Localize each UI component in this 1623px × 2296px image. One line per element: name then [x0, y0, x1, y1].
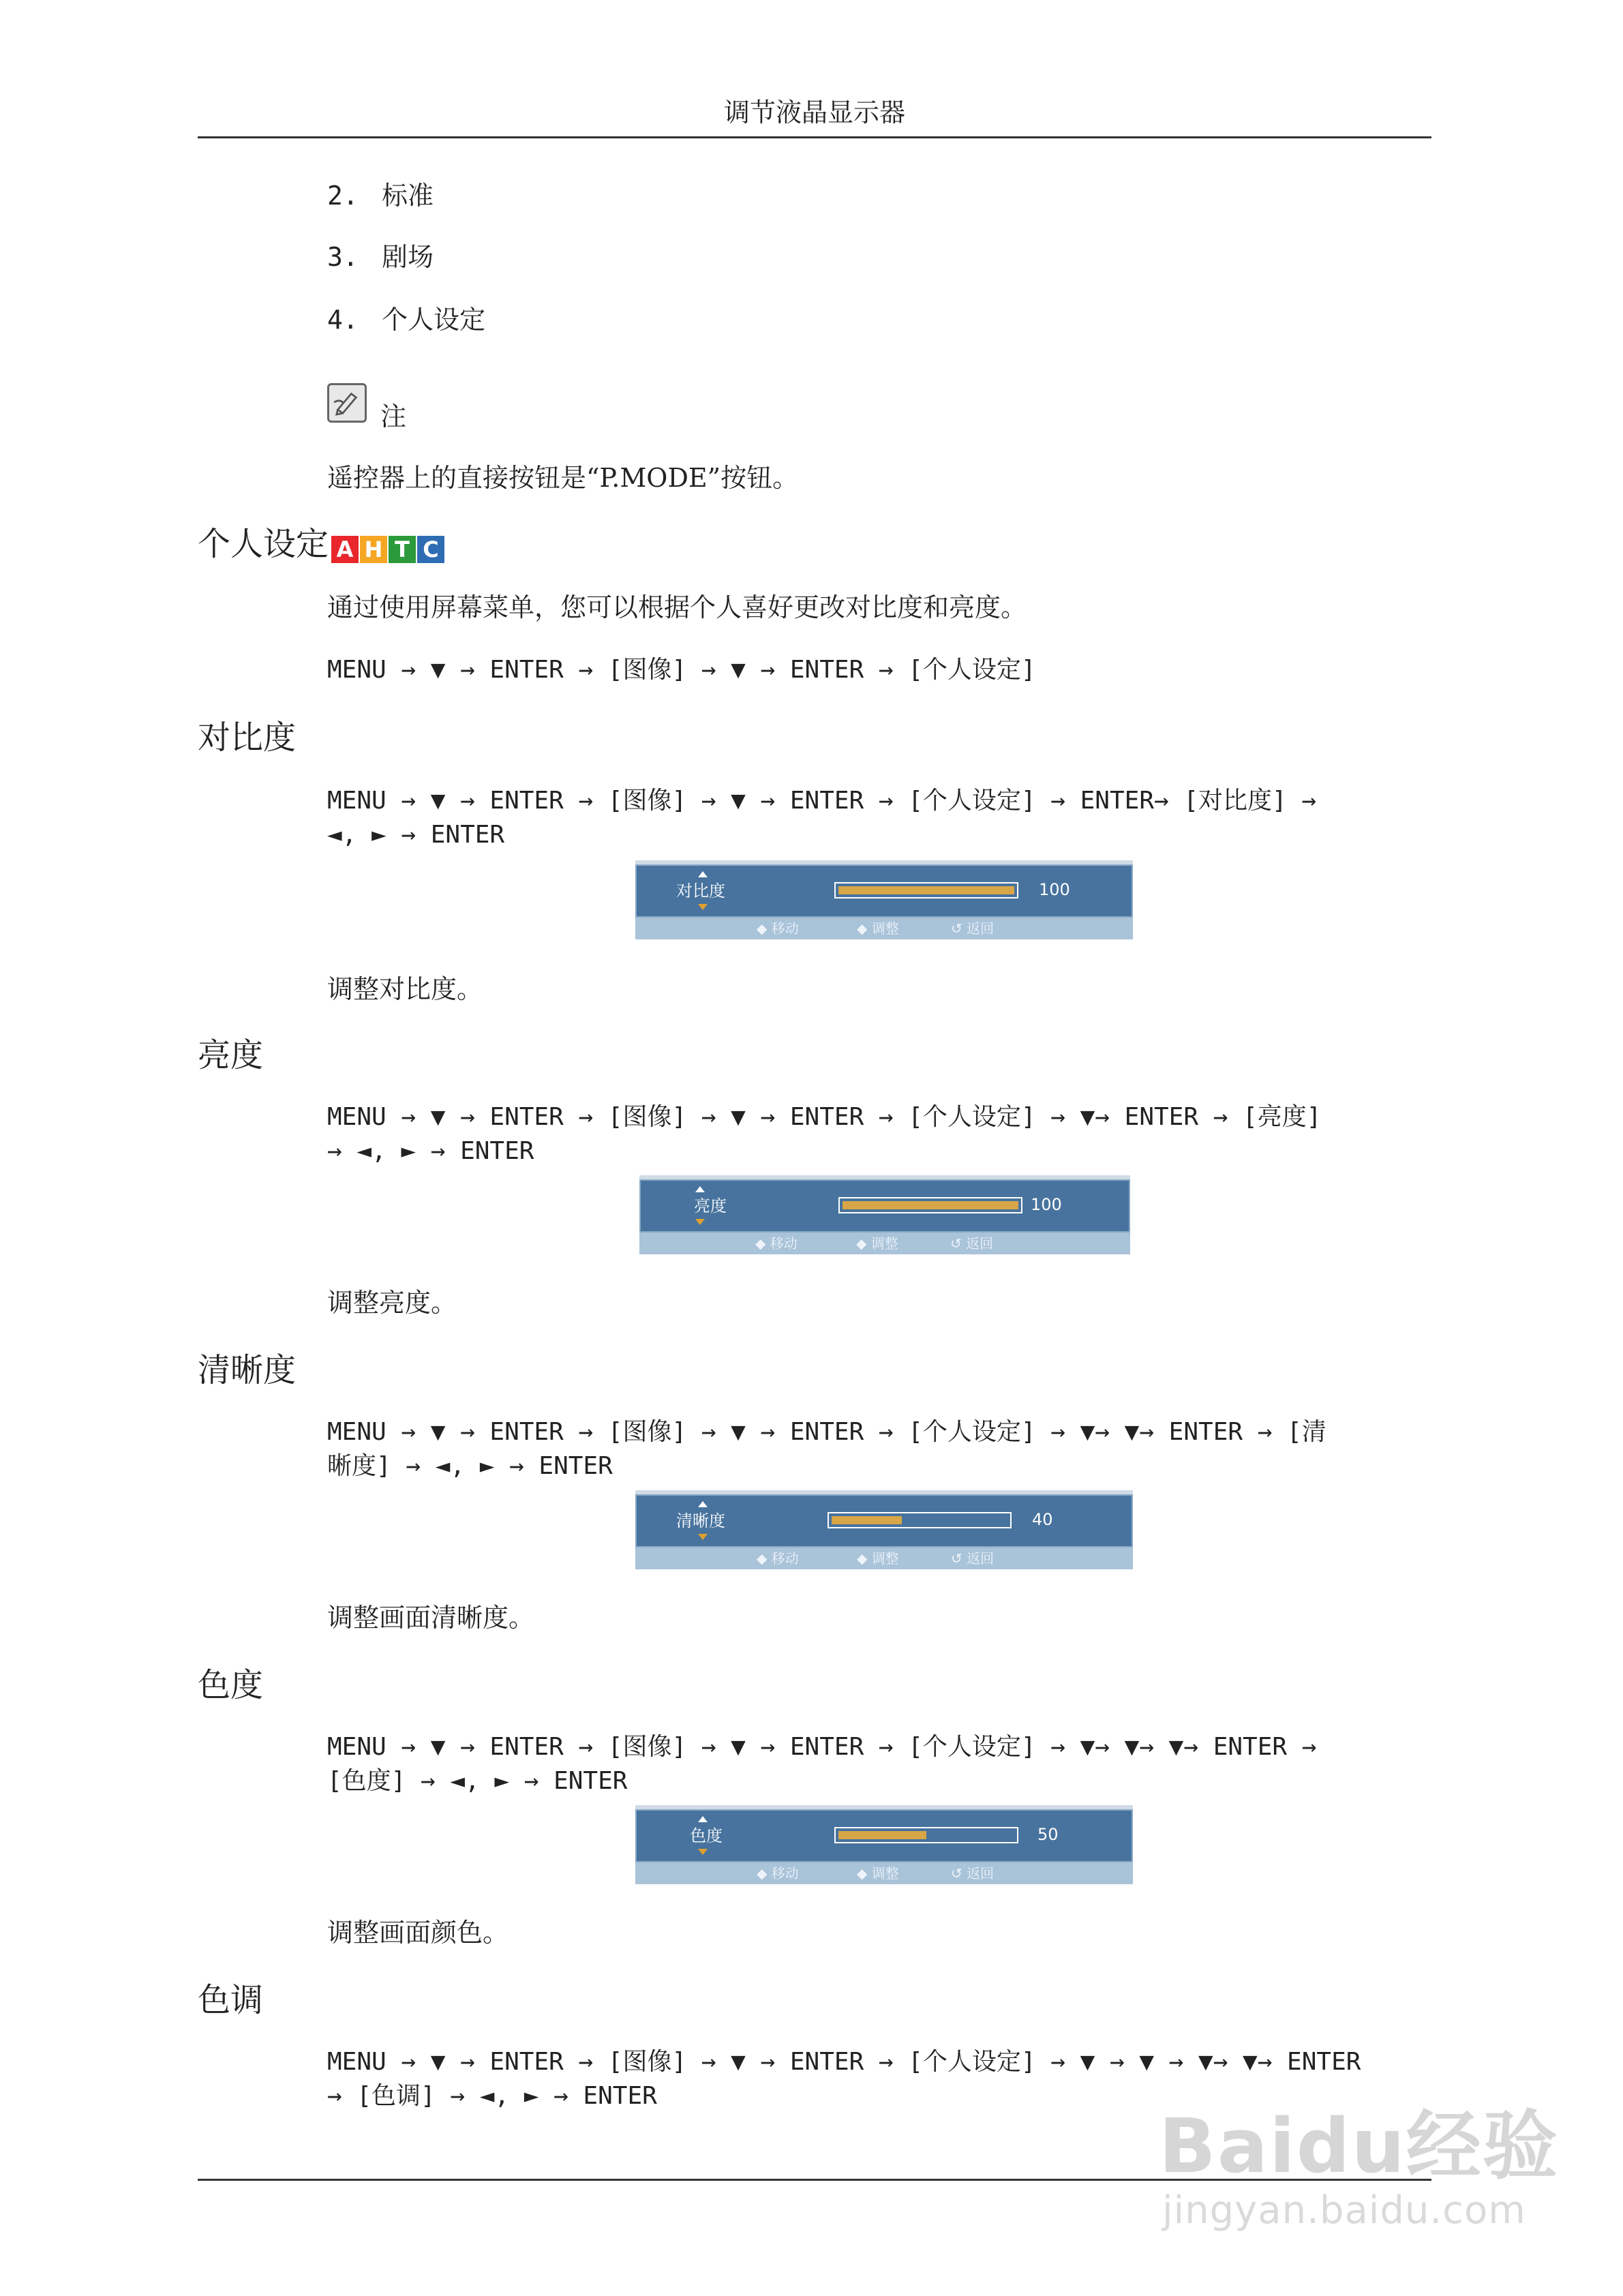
osd-slider[interactable] — [834, 882, 1018, 898]
down-arrow-icon — [698, 904, 708, 910]
osd-hint-bar — [635, 918, 1133, 939]
osd-hint-adjust: ◆ 调整 — [857, 1550, 899, 1567]
up-arrow-icon — [695, 1186, 705, 1192]
osd-value: 40 — [1032, 1510, 1053, 1529]
sharpness-menu-path — [327, 1415, 1431, 1483]
list-item-number: 3. — [327, 242, 359, 272]
osd-hint-move: ◆ 移动 — [755, 1235, 798, 1252]
osd-label: 清晰度 — [676, 1511, 725, 1530]
osd-hint-bar — [635, 1862, 1133, 1884]
osd-label: 对比度 — [676, 881, 725, 901]
menu-path-line: → [色调] → ◄, ► → ENTER — [327, 2082, 657, 2110]
osd-hint-adjust: ◆ 调整 — [856, 1235, 898, 1252]
menu-path-line: MENU → ▼ → ENTER → [图像] → ▼ → ENTER → [个人设定] → ▼→ ▼→ ENTER → [清 — [327, 1418, 1326, 1446]
brightness-menu-path — [327, 1100, 1431, 1168]
osd-hint-move: ◆ 移动 — [757, 1550, 799, 1567]
up-arrow-icon — [698, 1816, 708, 1822]
color-osd — [635, 1805, 1133, 1887]
menu-path-line: MENU → ▼ → ENTER → [图像] → ▼ → ENTER → [个人设定] → ENTER→ [对比度] → — [327, 787, 1317, 815]
menu-path-line: ◄, ► → ENTER — [327, 821, 505, 849]
osd-hint-move: ◆ 移动 — [757, 920, 799, 937]
section-title-text: 个人设定 — [198, 525, 329, 563]
osd-slider-fill — [843, 1201, 1018, 1209]
osd-hint-adjust: ◆ 调整 — [857, 920, 899, 937]
osd-slider-fill — [838, 1831, 926, 1839]
page-header-title: 调节液晶显示器 — [723, 97, 905, 127]
watermark-url: jingyan.baidu.com — [1162, 2188, 1526, 2233]
note-label: 注 — [380, 402, 407, 432]
badge-t: T — [389, 536, 416, 563]
osd-value: 100 — [1031, 1195, 1062, 1214]
list-item-label: 剧场 — [382, 242, 434, 272]
osd-hint-back: ↺ 返回 — [950, 1235, 994, 1252]
personal-intro: 通过使用屏幕菜单，您可以根据个人喜好更改对比度和亮度。 — [327, 592, 1027, 622]
down-arrow-icon — [698, 1534, 708, 1540]
menu-path-line: [色度] → ◄, ► → ENTER — [327, 1767, 628, 1795]
personal-menu-path — [327, 653, 1431, 687]
osd-slider-fill — [832, 1516, 902, 1524]
section-title-color: 色度 — [198, 1666, 264, 1704]
menu-path-line: MENU → ▼ → ENTER → [图像] → ▼ → ENTER → [个人设定] → ▼→ ENTER → [亮度] — [327, 1103, 1322, 1131]
osd-slider[interactable] — [838, 1197, 1022, 1213]
color-desc: 调整画面颜色。 — [327, 1918, 509, 1948]
watermark-logo: Baidu经验 — [1159, 2102, 1559, 2190]
note-icon — [327, 383, 367, 423]
note-text: 遥控器上的直接按钮是“P.MODE”按钮。 — [327, 463, 799, 493]
color-menu-path — [327, 1730, 1431, 1798]
osd-slider[interactable] — [834, 1827, 1018, 1843]
contrast-osd — [635, 860, 1133, 942]
osd-label: 亮度 — [694, 1196, 727, 1215]
list-item-number: 2. — [327, 181, 359, 211]
list-item — [327, 240, 434, 274]
list-item — [327, 303, 485, 337]
list-item-label: 个人设定 — [382, 305, 486, 335]
badge-c: C — [417, 536, 444, 563]
up-arrow-icon — [698, 1501, 708, 1507]
sharpness-osd — [635, 1490, 1133, 1572]
section-title-brightness: 亮度 — [198, 1036, 264, 1074]
osd-hint-back: ↺ 返回 — [951, 920, 995, 937]
brightness-osd — [639, 1175, 1130, 1257]
badge-a: A — [331, 536, 359, 563]
section-title-tint: 色调 — [198, 1981, 264, 2019]
menu-path-line: MENU → ▼ → ENTER → [图像] → ▼ → ENTER → [个人设定] — [327, 656, 1036, 684]
up-arrow-icon — [698, 871, 708, 877]
model-badges — [331, 526, 446, 567]
osd-slider[interactable] — [828, 1512, 1012, 1528]
osd-label: 色度 — [690, 1826, 723, 1845]
section-title-personal — [198, 524, 446, 567]
section-title-sharpness: 清晰度 — [198, 1351, 297, 1389]
menu-path-line: MENU → ▼ → ENTER → [图像] → ▼ → ENTER → [个人设定] → ▼→ ▼→ ▼→ ENTER → — [327, 1733, 1317, 1761]
page-header — [198, 95, 1431, 138]
contrast-menu-path — [327, 784, 1431, 852]
sharpness-desc: 调整画面清晰度。 — [327, 1603, 535, 1633]
down-arrow-icon — [695, 1219, 705, 1225]
brightness-desc: 调整亮度。 — [327, 1288, 457, 1318]
osd-value: 100 — [1039, 880, 1070, 899]
list-item — [327, 179, 434, 213]
osd-slider-fill — [838, 886, 1014, 894]
osd-hint-bar — [639, 1233, 1130, 1254]
osd-hint-back: ↺ 返回 — [951, 1550, 995, 1567]
section-title-contrast: 对比度 — [198, 719, 297, 757]
menu-path-line: MENU → ▼ → ENTER → [图像] → ▼ → ENTER → [个人设定] → ▼ → ▼ → ▼→ ▼→ ENTER — [327, 2048, 1361, 2076]
down-arrow-icon — [698, 1849, 708, 1855]
list-item-label: 标准 — [382, 181, 434, 211]
menu-path-line: 晰度] → ◄, ► → ENTER — [327, 1452, 613, 1480]
osd-value: 50 — [1037, 1825, 1059, 1844]
osd-hint-move: ◆ 移动 — [757, 1865, 799, 1882]
osd-hint-bar — [635, 1547, 1133, 1569]
contrast-desc: 调整对比度。 — [327, 974, 483, 1004]
badge-h: H — [360, 536, 387, 563]
osd-hint-adjust: ◆ 调整 — [857, 1865, 899, 1882]
osd-hint-back: ↺ 返回 — [951, 1865, 995, 1882]
list-item-number: 4. — [327, 305, 359, 335]
menu-path-line: → ◄, ► → ENTER — [327, 1137, 534, 1165]
